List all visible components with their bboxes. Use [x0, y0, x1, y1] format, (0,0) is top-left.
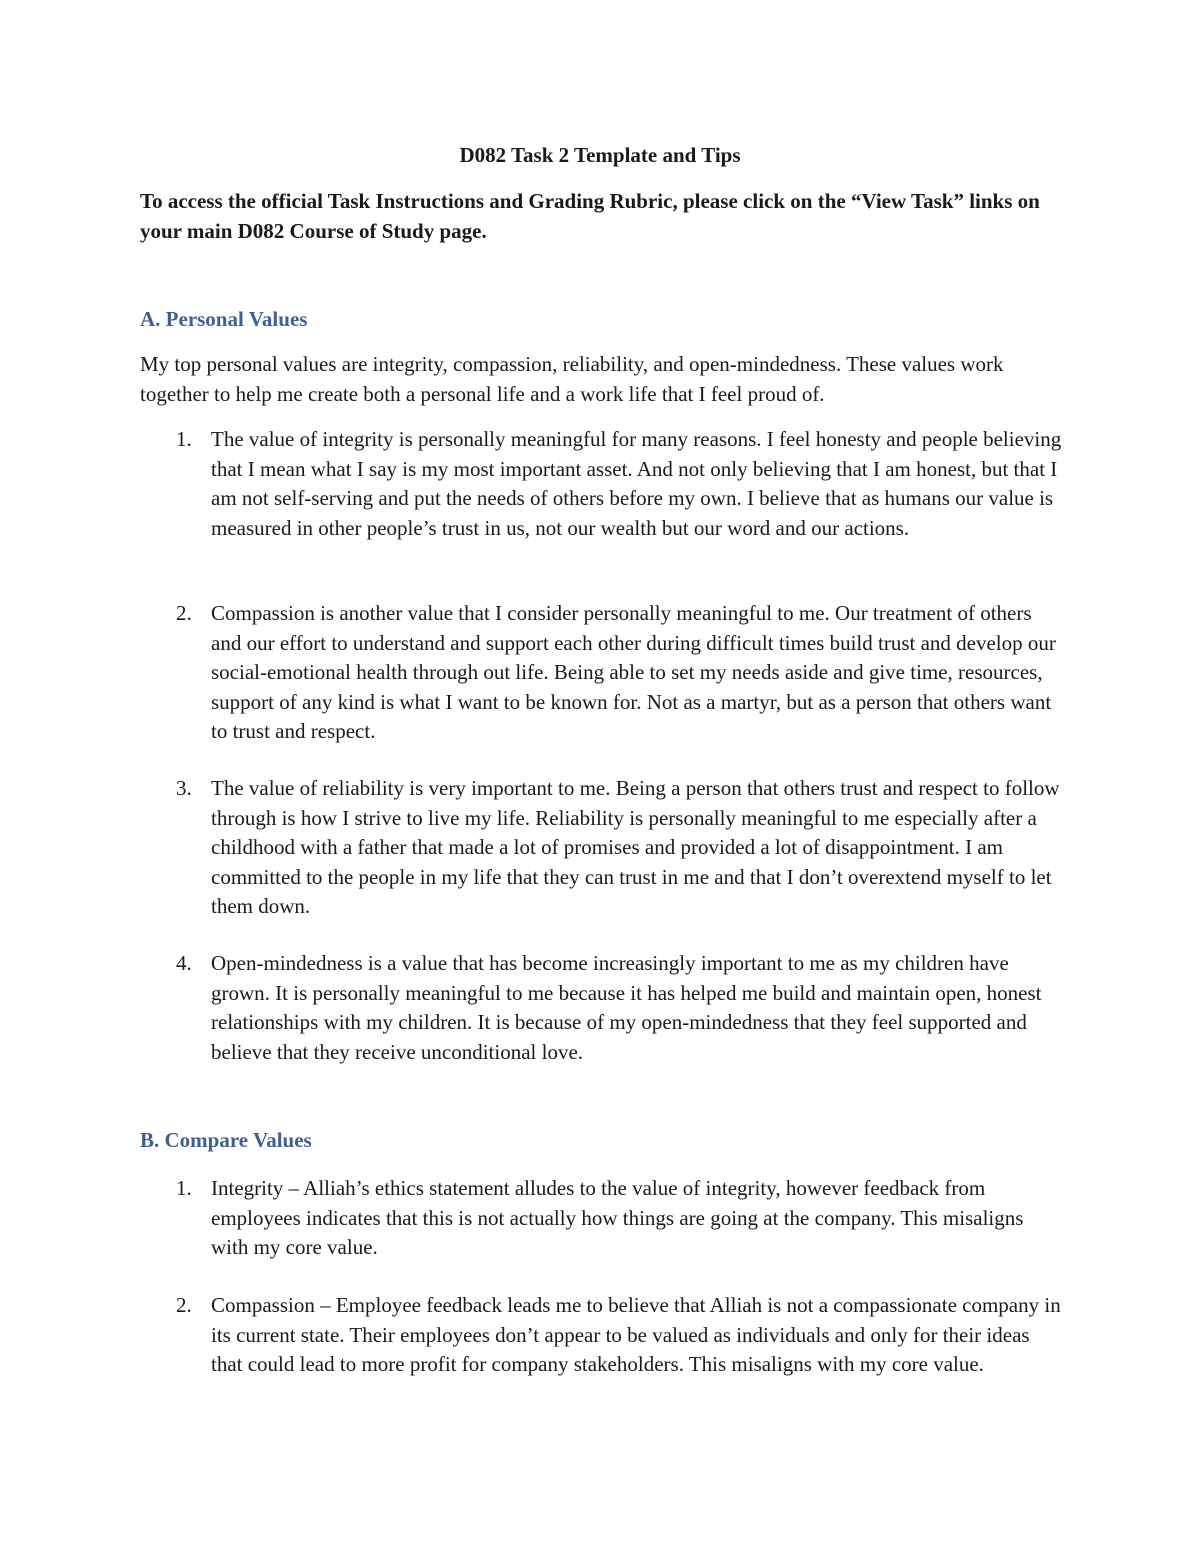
list-item-text: The value of integrity is personally meaningful for many reasons. I feel honesty and people believing that I mean what I say is my most important asset. And not only believing that I am honest, but that I am not self-serving and put the needs of others before my own. I believe that as humans our value is measured in other people’s trust in us, not our wealth but our word and our actions. — [211, 427, 1062, 540]
list-item-number: 1. — [176, 1176, 192, 1200]
personal-values-intro: My top personal values are integrity, compassion, reliability, and open-mindedness. These values work together to help me create both a personal life and a work life that I feel proud of. — [140, 352, 1004, 406]
document-title: D082 Task 2 Template and Tips — [459, 143, 741, 167]
list-item — [140, 774, 1065, 922]
list-item-text: Open-mindedness is a value that has become increasingly important to me as my children have grown. It is personally meaningful to me because it has helped me build and maintain open, honest relationships with my children. It is because of my open-mindedness that they feel supported and believe that they receive unconditional love. — [211, 951, 1042, 1064]
list-item-number: 4. — [176, 951, 192, 975]
list-item — [140, 1174, 1065, 1263]
list-item-number: 2. — [176, 601, 192, 625]
access-instructions: To access the official Task Instructions and Grading Rubric, please click on the “View Task” links on your main D082 Course of Study page. — [140, 189, 1040, 243]
list-item-text: The value of reliability is very important to me. Being a person that others trust and respect to follow through is how I strive to live my life. Reliability is personally meaningful to me especially after a childhood with a father that made a lot of promises and provided a lot of disappointment. I am committed to the people in my life that they can trust in me and that I don’t overextend myself to let them down. — [211, 776, 1060, 918]
list-item — [140, 949, 1065, 1067]
list-item-text: Integrity – Alliah’s ethics statement alludes to the value of integrity, however feedback from employees indicates that this is not actually how things are going at the company. This misaligns with my core value. — [211, 1176, 1024, 1259]
list-item — [140, 599, 1065, 747]
section-heading-personal-values: A. Personal Values — [140, 307, 308, 331]
list-item-text: Compassion is another value that I consider personally meaningful to me. Our treatment of others and our effort to understand and support each other during difficult times build trust and develop our social-emotional health through out life. Being able to set my needs aside and give time, resources, support of any kind is what I want to be known for. Not as a martyr, but as a person that others want to trust and respect. — [211, 601, 1056, 743]
list-item-number: 3. — [176, 776, 192, 800]
list-item-text: Compassion – Employee feedback leads me to believe that Alliah is not a compassionate company in its current state. Their employees don’t appear to be valued as individuals and only for their ideas that could lead to more profit for company stakeholders. This misaligns with my core value. — [211, 1293, 1061, 1376]
list-item-number: 2. — [176, 1293, 192, 1317]
section-heading-compare-values: B. Compare Values — [140, 1128, 312, 1152]
list-item-number: 1. — [176, 427, 192, 451]
list-item — [140, 425, 1065, 543]
list-item — [140, 1291, 1065, 1380]
